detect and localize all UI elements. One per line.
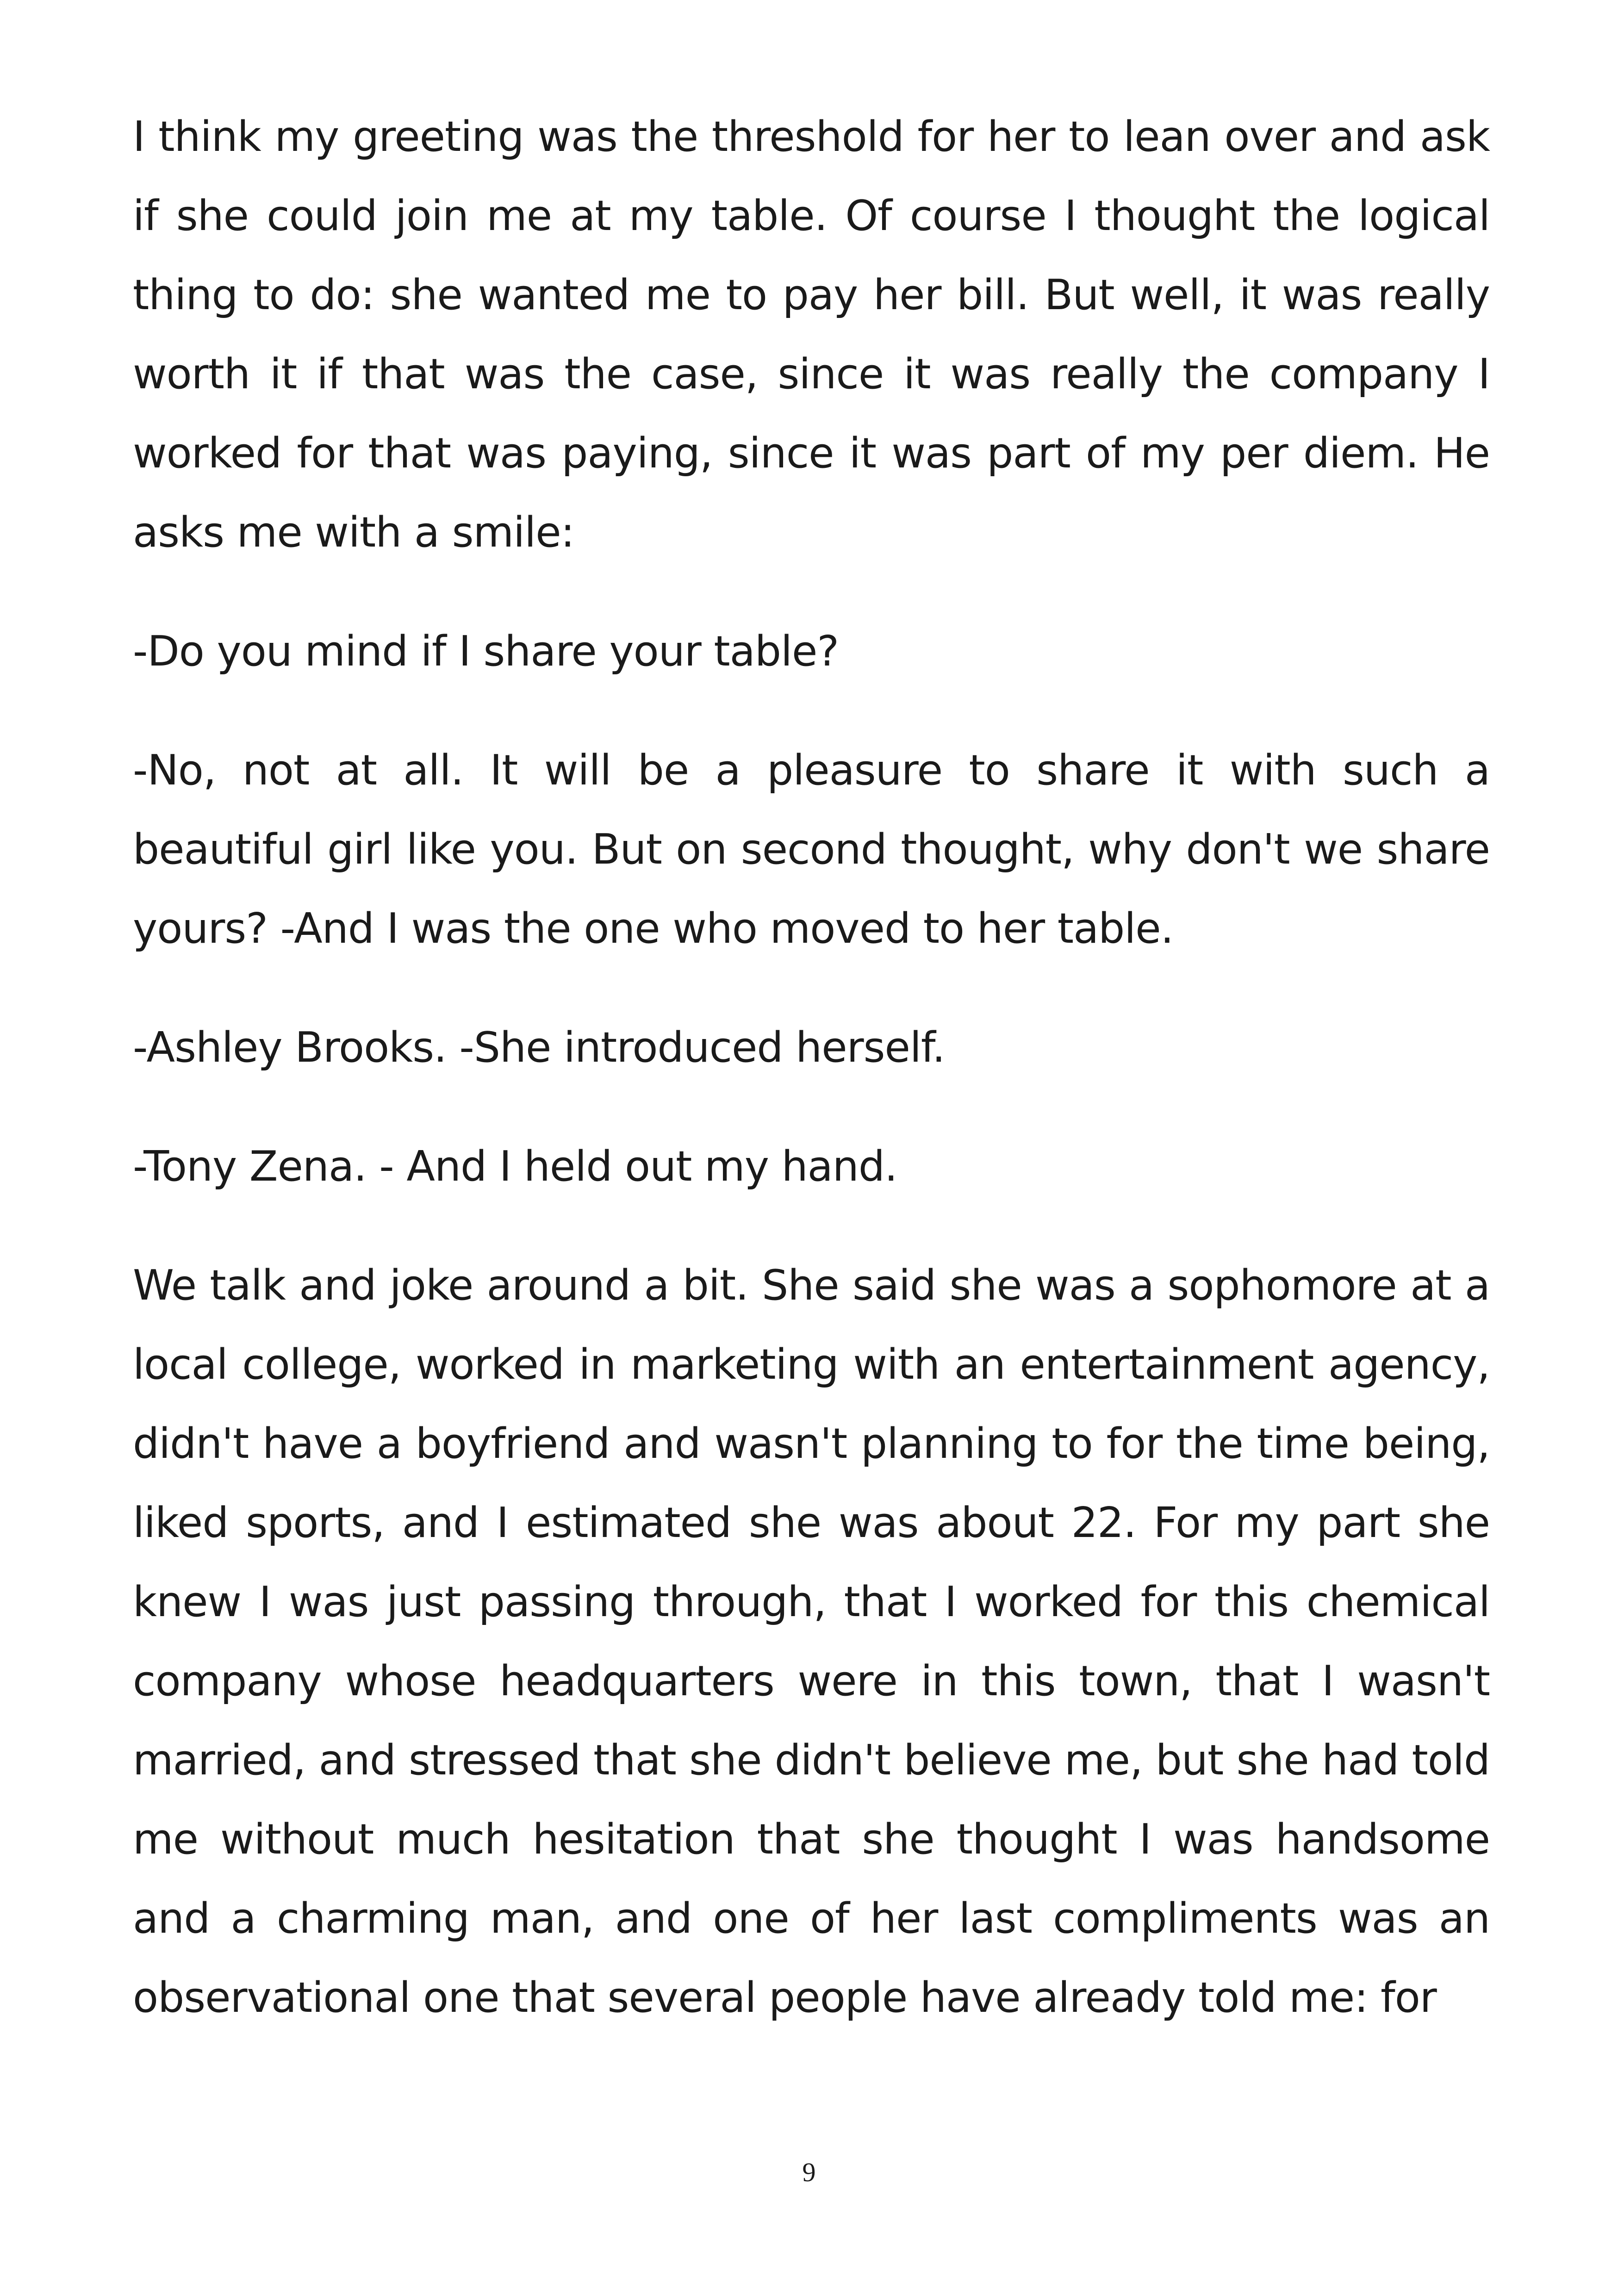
page-number: 9	[802, 2157, 816, 2187]
paragraph: We talk and joke around a bit. She said she was a sophomore at a local college, worked in marketing with an entertainment agency, didn't have a boyfriend and wasn't planning to for the time being, liked sports, and I estimated she was about 22. For my part she knew I was just passing through, that I worked for this chemical company whose headquarters were in this town, that I wasn't married, and stressed that she didn't believe me, but she had told me without much hesitation that she thought I was handsome and a charming man, and one of her last compliments was an observational one that several people have already told me: for	[133, 1261, 1490, 2022]
paragraph: I think my greeting was the threshold for her to lean over and ask if she could join me at my table. Of course I thought the logical thing to do: she wanted me to pay her bill. But well, it was really worth it if that was the case, since it was really the company I worked for that was paying, since it was part of my per diem. He asks me with a smile:	[133, 112, 1490, 557]
paragraph: -Ashley Brooks. -She introduced herself.	[133, 1023, 945, 1072]
paragraph: -No, not at all. It will be a pleasure to share it with such a beautiful girl like you. But on second thought, why don't we share yours? -And I was the one who moved to her table.	[133, 746, 1490, 953]
paragraph: -Tony Zena. - And I held out my hand.	[133, 1142, 897, 1191]
paragraph: -Do you mind if I share your table?	[133, 627, 839, 676]
document-body	[133, 97, 1490, 2037]
